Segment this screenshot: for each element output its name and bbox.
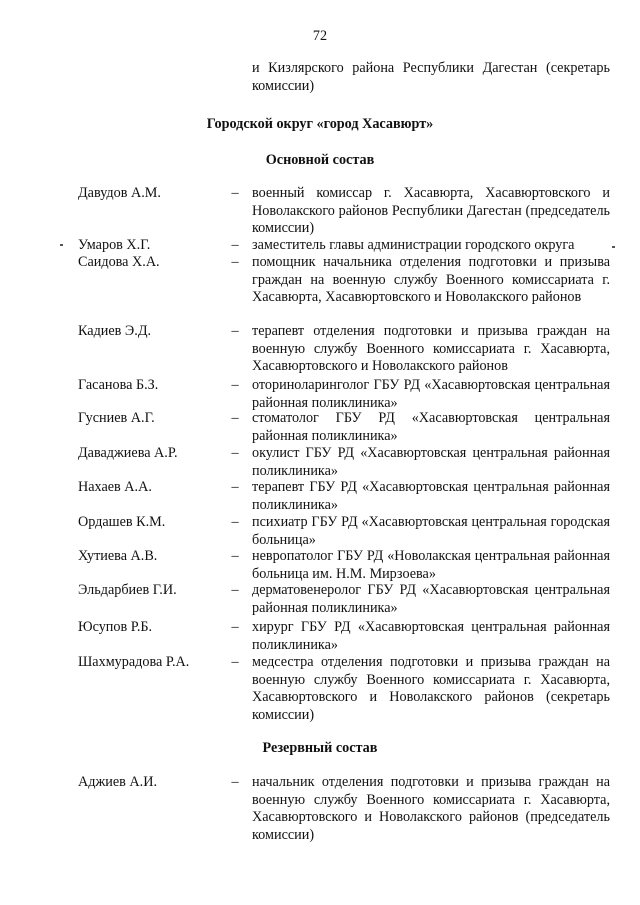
dash-separator: – [231, 254, 239, 270]
dash-separator: – [231, 514, 239, 530]
district-heading: Городской округ «город Хасавюрт» [206, 116, 434, 132]
member-name: Даваджиева А.Р. [78, 445, 178, 461]
member-name: Гусниев А.Г. [78, 410, 155, 426]
dash-separator: – [231, 479, 239, 495]
member-name: Давудов А.М. [78, 185, 161, 201]
member-role: начальник отделения подготовки и призыва граждан на военную службу Военного комиссариата г. Хасавюрта, Хасавюртовского и Новолакского районов (председатель комиссии) [252, 774, 610, 843]
member-role: терапевт отделения подготовки и призыва граждан на военную службу Военного комиссариата г. Хасавюрта, Хасавюртовского и Новолакского районов [252, 323, 610, 374]
dash-separator: – [231, 774, 239, 790]
member-name: Хутиева А.В. [78, 548, 158, 564]
member-name: Эльдарбиев Г.И. [78, 582, 177, 598]
member-name: Аджиев А.И. [78, 774, 157, 790]
member-name: Юсупов Р.Б. [78, 619, 153, 635]
member-role: психиатр ГБУ РД «Хасавюртовская центральная городская больница» [252, 514, 610, 548]
continuation-text: и Кизлярского района Республики Дагестан (секретарь комиссии) [252, 60, 610, 94]
dash-separator: – [231, 654, 239, 670]
member-role: помощник начальника отделения подготовки и призыва граждан на военную службу Военного комиссариата г. Хасавюрта, Хасавюртовского и Новолакского районов [252, 254, 610, 305]
dash-separator: – [231, 410, 239, 426]
member-role: хирург ГБУ РД «Хасавюртовская центральная районная поликлиника» [252, 619, 610, 653]
member-name: Ордашев К.М. [78, 514, 166, 530]
dash-separator: – [231, 185, 239, 201]
dash-separator: – [231, 377, 239, 393]
member-role: окулист ГБУ РД «Хасавюртовская центральная районная поликлиника» [252, 445, 610, 479]
member-role: стоматолог ГБУ РД «Хасавюртовская центральная районная поликлиника» [252, 410, 610, 444]
member-name: Саидова Х.А. [78, 254, 160, 270]
member-role: заместитель главы администрации городского округа [252, 237, 575, 253]
member-name: Гасанова Б.З. [78, 377, 159, 393]
scan-speck [612, 246, 615, 248]
member-name: Нахаев А.А. [78, 479, 152, 495]
dash-separator: – [231, 619, 239, 635]
member-role: военный комиссар г. Хасавюрта, Хасавюртовского и Новолакского районов Республики Дагестан (председатель комиссии) [252, 185, 610, 236]
member-role: медсестра отделения подготовки и призыва граждан на военную службу Военного комиссариата г. Хасавюрта, Хасавюртовского и Новолакского районов (секретарь комиссии) [252, 654, 610, 723]
dash-separator: – [231, 548, 239, 564]
member-name: Умаров Х.Г. [78, 237, 151, 253]
main-composition-heading: Основной состав [265, 152, 375, 168]
member-role: терапевт ГБУ РД «Хасавюртовская центральная районная поликлиника» [252, 479, 610, 513]
member-name: Шахмурадова Р.А. [78, 654, 190, 670]
reserve-composition-heading: Резервный состав [262, 740, 378, 756]
dash-separator: – [231, 237, 239, 253]
dash-separator: – [231, 323, 239, 339]
member-role: дерматовенеролог ГБУ РД «Хасавюртовская центральная районная поликлиника» [252, 582, 610, 616]
member-role: невропатолог ГБУ РД «Новолакская центральная районная больница им. Н.М. Мирзоева» [252, 548, 610, 582]
page-number: 72 [312, 28, 328, 44]
scan-speck [60, 244, 63, 246]
member-role: оториноларинголог ГБУ РД «Хасавюртовская центральная районная поликлиника» [252, 377, 610, 411]
dash-separator: – [231, 445, 239, 461]
dash-separator: – [231, 582, 239, 598]
member-name: Кадиев Э.Д. [78, 323, 152, 339]
